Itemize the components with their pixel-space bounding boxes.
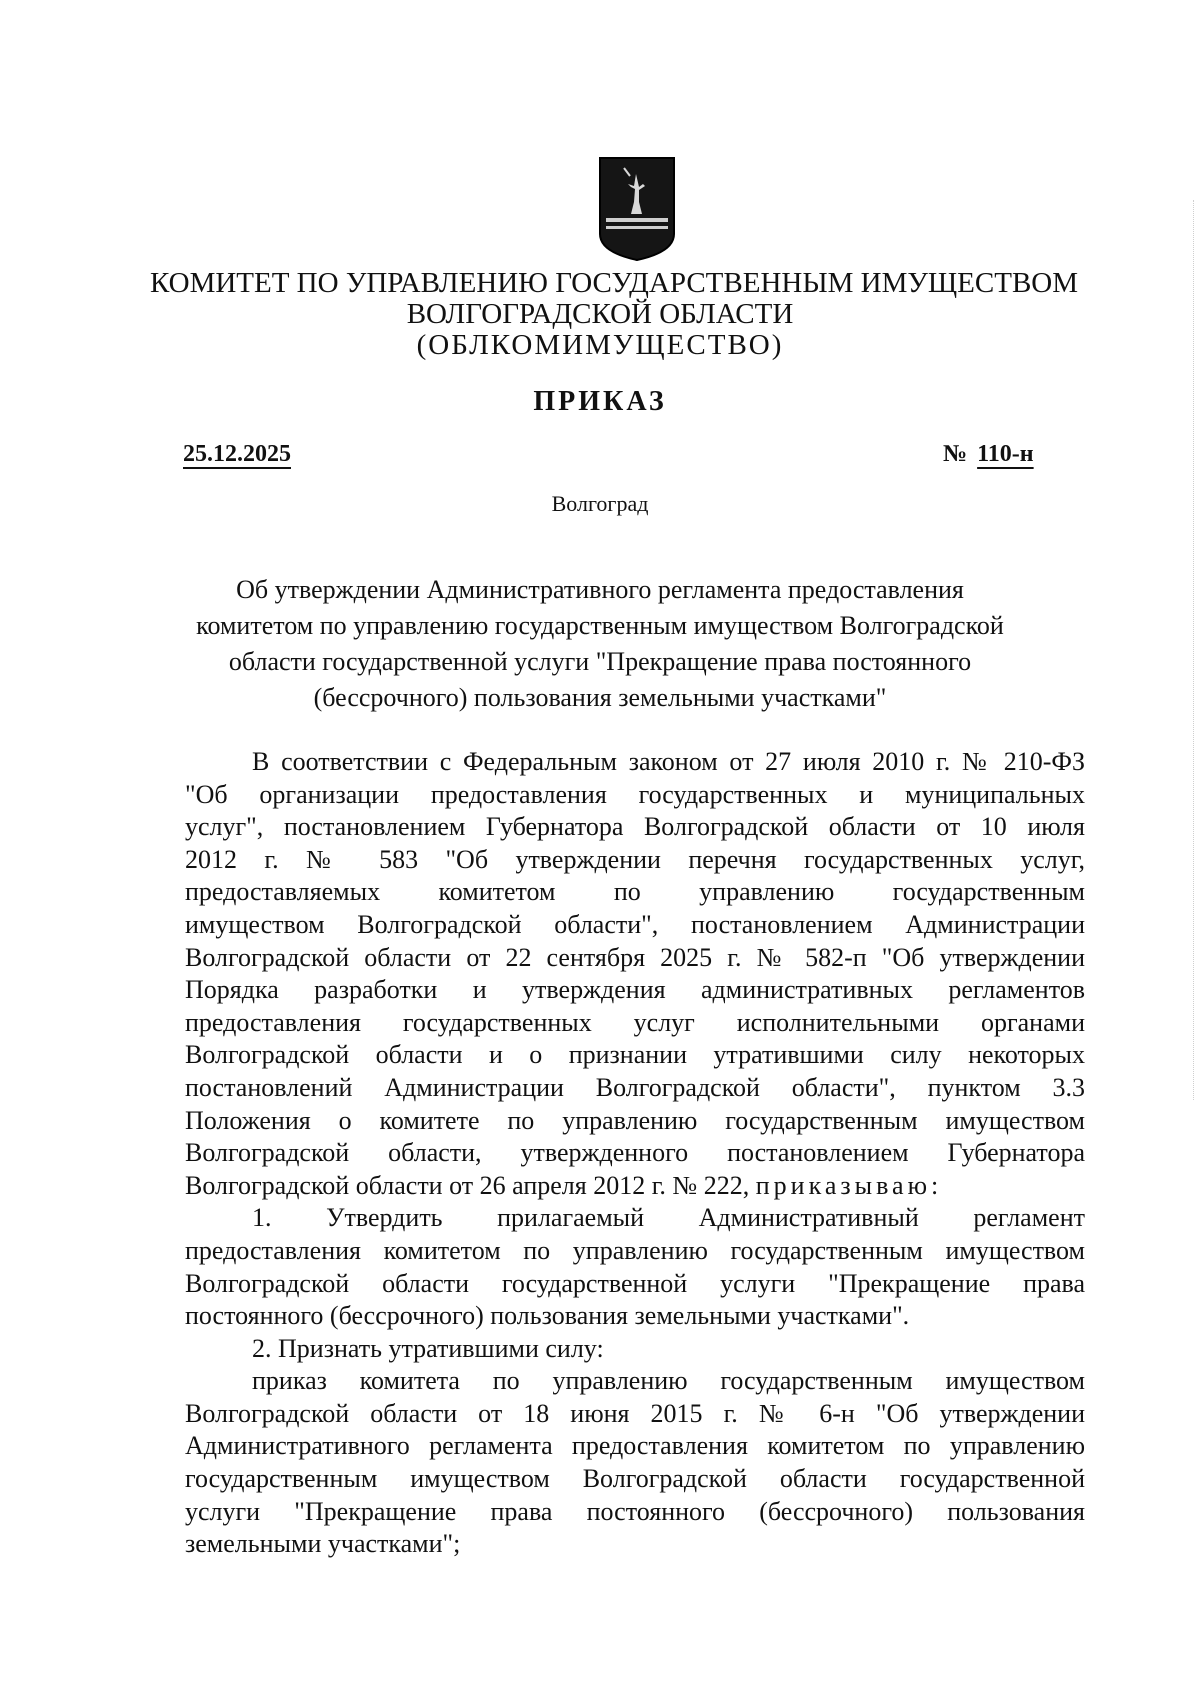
body-line — [185, 1105, 1085, 1138]
org-line-1: КОМИТЕТ ПО УПРАВЛЕНИЮ ГОСУДАРСТВЕННЫМ ИМУЩЕСТВОМ — [150, 267, 1079, 299]
document-type: ПРИКАЗ — [533, 386, 667, 417]
body-line-text: приказ комитета по управлению государственным имуществом — [252, 1366, 1085, 1396]
body-line — [185, 942, 1085, 975]
order-verb: приказываю: — [755, 1170, 943, 1200]
body-line — [185, 876, 1085, 909]
body-line — [185, 811, 1085, 844]
body-line-text: услуги "Прекращение права постоянного (бессрочного) пользования — [185, 1496, 1085, 1526]
document-number — [943, 441, 1034, 468]
body-line-text: Волгоградской области, утвержденного постановлением Губернатора — [185, 1138, 1085, 1168]
body-line-text: В соответствии с Федеральным законом от 27 июля 2010 г. № 210-ФЗ — [252, 747, 1085, 776]
body-line-text: предоставления комитетом по управлению государственным имуществом — [185, 1235, 1085, 1265]
body-line-text: 2. Признать утратившими силу: — [252, 1333, 604, 1363]
body-line-text: имуществом Волгоградской области", постановлением Администрации — [185, 909, 1085, 939]
body-line — [185, 1398, 1085, 1431]
body-line-text: Порядка разработки и утверждения административных регламентов — [185, 975, 1085, 1005]
body-line-text: 1. Утвердить прилагаемый Административный регламент — [252, 1203, 1085, 1233]
body-line — [185, 844, 1085, 877]
subject-line: комитетом по управлению государственным имуществом Волгоградской — [196, 611, 1004, 640]
body-line-text: услуг", постановлением Губернатора Волгоградской области от 10 июля — [185, 812, 1085, 842]
body-line-text: постоянного (бессрочного) пользования земельными участками". — [185, 1301, 910, 1331]
body-line — [185, 1202, 1085, 1235]
document-subject — [120, 572, 1080, 716]
body-line-text: предоставления государственных услуг исполнительными органами — [185, 1007, 1085, 1037]
body-line-text: земельными участками"; — [185, 1529, 461, 1559]
number-prefix: № — [943, 441, 968, 467]
body-line — [185, 1137, 1085, 1170]
document-body — [185, 746, 1085, 1561]
body-line — [185, 1268, 1085, 1301]
body-line — [185, 779, 1085, 812]
number-value: 110-н — [977, 441, 1034, 467]
org-line-3: (ОБЛКОМИМУЩЕСТВО) — [416, 329, 784, 361]
body-line — [185, 1170, 1085, 1203]
subject-line: (бессрочного) пользования земельными участками" — [313, 683, 887, 712]
body-line — [185, 1463, 1085, 1496]
body-line-text: постановлений Администрации Волгоградской области", пунктом 3.3 — [185, 1072, 1085, 1102]
body-line-text: предоставляемых комитетом по управлению государственным — [185, 877, 1085, 907]
body-line — [185, 1007, 1085, 1040]
body-line — [185, 909, 1085, 942]
subject-line: области государственной услуги "Прекращение права постоянного — [228, 647, 972, 676]
body-line — [185, 1496, 1085, 1529]
body-line — [185, 746, 1085, 779]
body-line-text: Волгоградской области от 26 апреля 2012 г. № 222, — [185, 1170, 750, 1200]
body-line-text: Волгоградской области от 18 июня 2015 г. № 6-н "Об утверждении — [185, 1398, 1085, 1428]
body-line-text: государственным имуществом Волгоградской области государственной — [185, 1464, 1085, 1494]
body-line — [185, 1528, 1085, 1561]
body-line-text: Положения о комитете по управлению государственным имуществом — [185, 1105, 1085, 1135]
body-line — [185, 1430, 1085, 1463]
body-line-text: Волгоградской области и о признании утратившими силу некоторых — [185, 1040, 1085, 1070]
body-line-text: 2012 г. № 583 "Об утверждении перечня государственных услуг, — [185, 844, 1085, 874]
org-line-2: ВОЛГОГРАДСКОЙ ОБЛАСТИ — [406, 298, 794, 330]
body-line-text: "Об организации предоставления государственных и муниципальных — [185, 779, 1085, 809]
body-line — [185, 1072, 1085, 1105]
subject-line: Об утверждении Административного регламента предоставления — [236, 575, 964, 604]
body-line-text: Административного регламента предоставления комитетом по управлению — [185, 1431, 1085, 1461]
scan-margin-artifact — [1191, 200, 1194, 1100]
body-line-text: Волгоградской области государственной услуги "Прекращение права — [185, 1268, 1085, 1298]
document-city: Волгоград — [551, 491, 649, 516]
document-date: 25.12.2025 — [183, 441, 291, 467]
body-line — [185, 1039, 1085, 1072]
body-line — [185, 1235, 1085, 1268]
body-line — [185, 1333, 1085, 1366]
organization-name — [150, 267, 1079, 361]
volgograd-coat-of-arms-emblem — [598, 156, 676, 262]
body-line-text: Волгоградской области от 22 сентября 2025 г. № 582-п "Об утверждении — [185, 942, 1085, 972]
body-line — [185, 974, 1085, 1007]
body-line — [185, 1365, 1085, 1398]
body-line — [185, 1300, 1085, 1333]
